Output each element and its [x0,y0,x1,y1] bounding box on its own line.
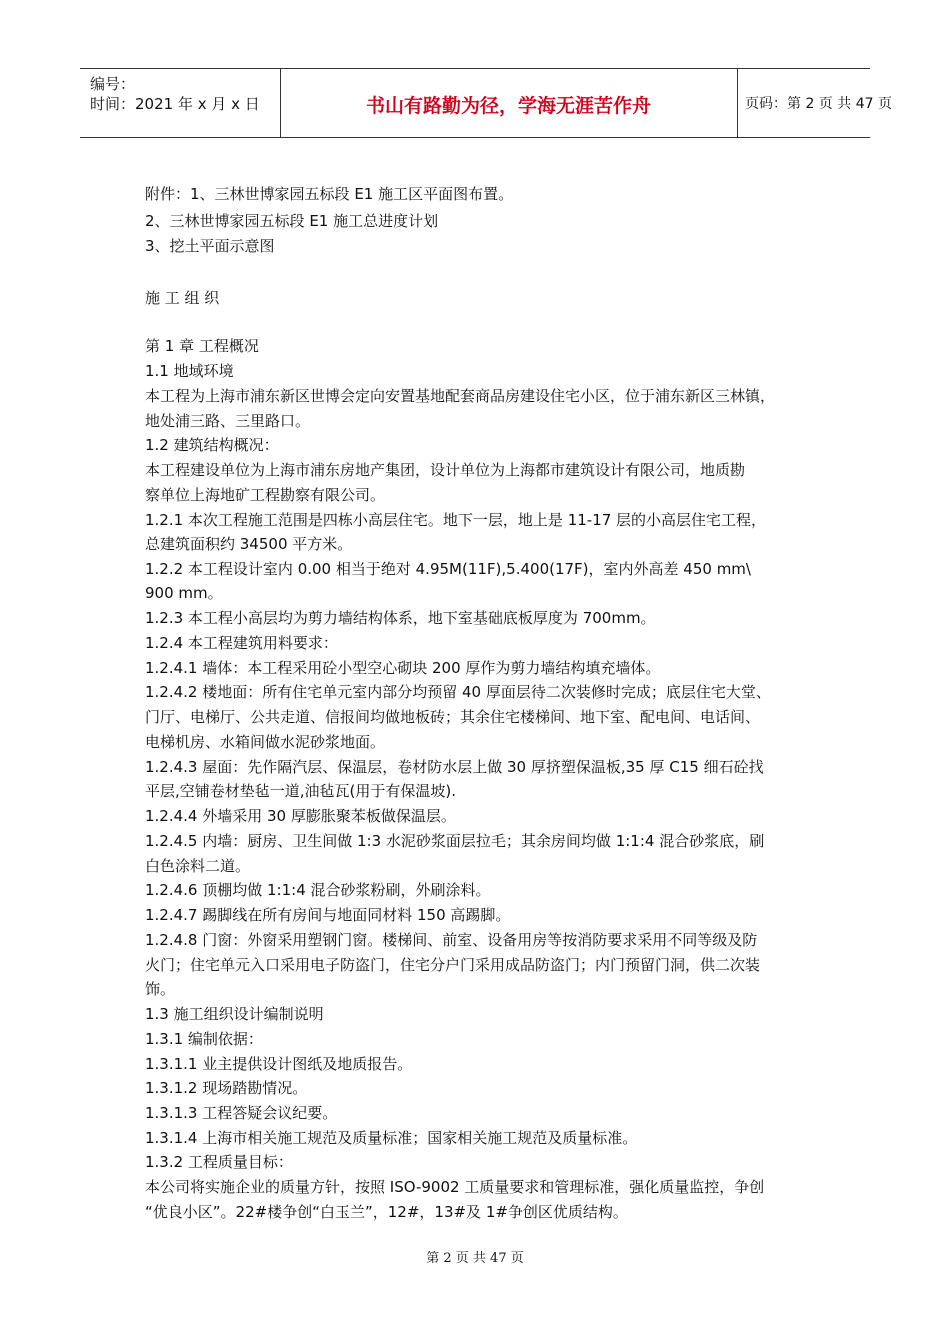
body-line: 1.2.2 本工程设计室内 0.00 相当于绝对 4.95M(11F),5.400(17F)，室内外高差 450 mm\ [145,560,751,578]
body-line: 本公司将实施企业的质量方针，按照 ISO-9002 工质量要求和管理标准，强化质量监控，争创 [145,1178,765,1196]
body-line: 1.2.4.3 屋面：先作隔汽层、保温层，卷材防水层上做 30 厚挤塑保温板,35 厚 C15 细石砼找 [145,758,764,776]
body-line: 900 mm。 [145,584,223,602]
body-line: 1.2.4.6 顶棚均做 1:1:4 混合砂浆粉刷，外刷涂料。 [145,881,491,899]
body-line: 平层,空铺卷材垫毡一道,油毡瓦(用于有保温坡). [145,782,457,800]
body-line: 2、三林世博家园五标段 E1 施工总进度计划 [145,212,439,230]
body-line: 1.1 地域环境 [145,362,234,380]
body-line: 饰。 [145,980,176,998]
body-line: 察单位上海地矿工程勘察有限公司。 [145,486,386,504]
body-line: 1.3.1.1 业主提供设计图纸及地质报告。 [145,1055,413,1073]
body-line: 门厅、电梯厅、公共走道、信报间均做地板砖；其余住宅楼梯间、地下室、配电间、电话间、 [145,708,761,726]
body-line: 1.2.4.8 门窗：外窗采用塑钢门窗。楼梯间、前室、设备用房等按消防要求采用不同等级及防 [145,931,758,949]
body-line: 1.2.1 本次工程施工范围是四栋小高层住宅。地下一层，地上是 11-17 层的小高层住宅工程， [145,511,767,529]
body-line: 电梯机房、水箱间做水泥砂浆地面。 [145,733,386,751]
body-line: 火门；住宅单元入口采用电子防盗门，住宅分户门采用成品防盗门；内门预留门洞，供二次装 [145,956,761,974]
body-line: 1.2.4.2 楼地面：所有住宅单元室内部分均预留 40 厚面层待二次装修时完成；底层住宅大堂、 [145,683,771,701]
body-line: 附件：1、三林世博家园五标段 E1 施工区平面图布置。 [145,185,514,203]
body-line: 1.2.4 本工程建筑用料要求： [145,634,338,652]
page-header [80,68,892,138]
body-line: 白色涂料二道。 [145,857,251,875]
body-line: 1.3.2 工程质量目标： [145,1153,293,1171]
body-line: 1.2.4.5 内墙：厨房、卫生间做 1:3 水泥砂浆面层拉毛；其余房间均做 1:1:4 混合砂浆底，刷 [145,832,765,850]
body-line: 1.3 施工组织设计编制说明 [145,1005,324,1023]
body-line: 1.2 建筑结构概况： [145,436,279,454]
body-line: 总建筑面积约 34500 平方米。 [145,535,353,553]
body-line: 3、挖土平面示意图 [145,237,275,255]
body-line: 1.2.4.4 外墙采用 30 厚膨胀聚苯板做保温层。 [145,807,456,825]
page-info: 页码：第 2 页 共 47 页 [745,96,892,112]
document-date: 时间：2021 年 x 月 x 日 [90,95,260,113]
document-number-label: 编号： [90,75,136,93]
body-line: 1.2.4.7 踢脚线在所有房间与地面同材料 150 高踢脚。 [145,906,511,924]
motto-text: 书山有路勤为径，学海无涯苦作舟 [365,95,651,117]
body-line: 地处浦三路、三里路口。 [145,412,311,430]
body-line: 本工程为上海市浦东新区世博会定向安置基地配套商品房建设住宅小区，位于浦东新区三林镇， [145,387,776,405]
body-line: 1.2.4.1 墙体：本工程采用砼小型空心砌块 200 厚作为剪力墙结构填充墙体。 [145,659,661,677]
page-footer: 第 2 页 共 47 页 [426,1251,524,1266]
header-page-cell [737,69,892,137]
body-line: 1.3.1.4 上海市相关施工规范及质量标准；国家相关施工规范及质量标准。 [145,1129,638,1147]
body-line: “优良小区”。22#楼争创“白玉兰”，12#，13#及 1#争创区优质结构。 [145,1203,628,1221]
body-line: 本工程建设单位为上海市浦东房地产集团，设计单位为上海都市建筑设计有限公司，地质勘 [145,461,746,479]
chapter-heading: 第 1 章 工程概况 [145,337,259,355]
header-meta-cell [80,69,281,137]
body-line: 1.2.3 本工程小高层均为剪力墙结构体系，地下室基础底板厚度为 700mm。 [145,609,656,627]
body-line: 1.3.1.3 工程答疑会议纪要。 [145,1104,338,1122]
section-title: 施 工 组 织 [145,289,220,307]
header-motto-cell [280,69,738,137]
body-line: 1.3.1 编制依据： [145,1030,263,1048]
body-line: 1.3.1.2 现场踏勘情况。 [145,1079,308,1097]
